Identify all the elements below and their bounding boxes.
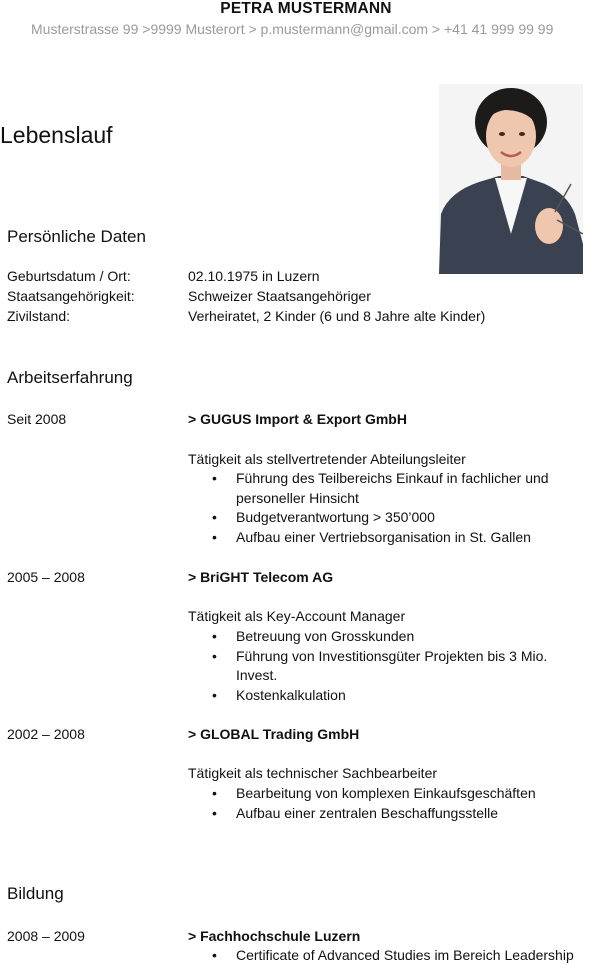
job-bullet-list xyxy=(188,784,588,823)
document-title: Lebenslauf xyxy=(0,122,113,148)
label-marital-status: Zivilstand: xyxy=(7,308,71,324)
job-period: 2002 – 2008 xyxy=(7,726,85,742)
list-item: • Führung von Investitionsgüter Projekten bis 3 Mio. Invest. xyxy=(188,647,588,686)
label-birth: Geburtsdatum / Ort: xyxy=(7,268,131,284)
applicant-name: PETRA MUSTERMANN xyxy=(220,0,392,17)
job-period: 2005 – 2008 xyxy=(7,569,85,585)
list-item: • Betreuung von Grosskunden xyxy=(188,627,588,647)
contact-line: Musterstrasse 99 >9999 Musterort > p.mustermann@gmail.com > +41 41 999 99 99 xyxy=(31,21,554,37)
portrait-photo xyxy=(439,84,583,274)
section-heading-personal: Persönliche Daten xyxy=(7,227,146,246)
job-bullet-list xyxy=(188,627,588,705)
list-item: • Führung des Teilbereichs Einkauf in fachlicher und personeller Hinsicht xyxy=(188,469,588,508)
job-role: Tätigkeit als Key-Account Manager xyxy=(188,608,406,624)
job-period: Seit 2008 xyxy=(7,411,67,427)
list-item: • Bearbeitung von komplexen Einkaufsgeschäften xyxy=(188,784,588,804)
list-item: • Aufbau einer Vertriebsorganisation in St. Gallen xyxy=(188,528,588,548)
list-item: • Aufbau einer zentralen Beschaffungsstelle xyxy=(188,804,588,824)
label-nationality: Staatsangehörigkeit: xyxy=(7,288,135,304)
list-item: • Kostenkalkulation xyxy=(188,686,588,706)
education-school: > Fachhochschule Luzern xyxy=(188,928,361,944)
value-marital-status: Verheiratet, 2 Kinder (6 und 8 Jahre alte Kinder) xyxy=(188,308,486,324)
value-birth: 02.10.1975 in Luzern xyxy=(188,268,320,284)
job-company: > GLOBAL Trading GmbH xyxy=(188,726,360,742)
job-company: > GUGUS Import & Export GmbH xyxy=(188,411,407,427)
education-period: 2008 – 2009 xyxy=(7,928,85,944)
job-role: Tätigkeit als technischer Sachbearbeiter xyxy=(188,765,438,781)
section-heading-education: Bildung xyxy=(7,884,64,903)
education-bullet-list xyxy=(188,946,588,966)
list-item: • Certificate of Advanced Studies im Bereich Leadership xyxy=(188,946,588,966)
job-bullet-list xyxy=(188,469,588,547)
value-nationality: Schweizer Staatsangehöriger xyxy=(188,288,371,304)
section-heading-experience: Arbeitserfahrung xyxy=(7,368,133,387)
job-role: Tätigkeit als stellvertretender Abteilungsleiter xyxy=(188,451,466,467)
list-item: • Budgetverantwortung > 350’000 xyxy=(188,508,588,528)
job-company: > BriGHT Telecom AG xyxy=(188,569,334,585)
